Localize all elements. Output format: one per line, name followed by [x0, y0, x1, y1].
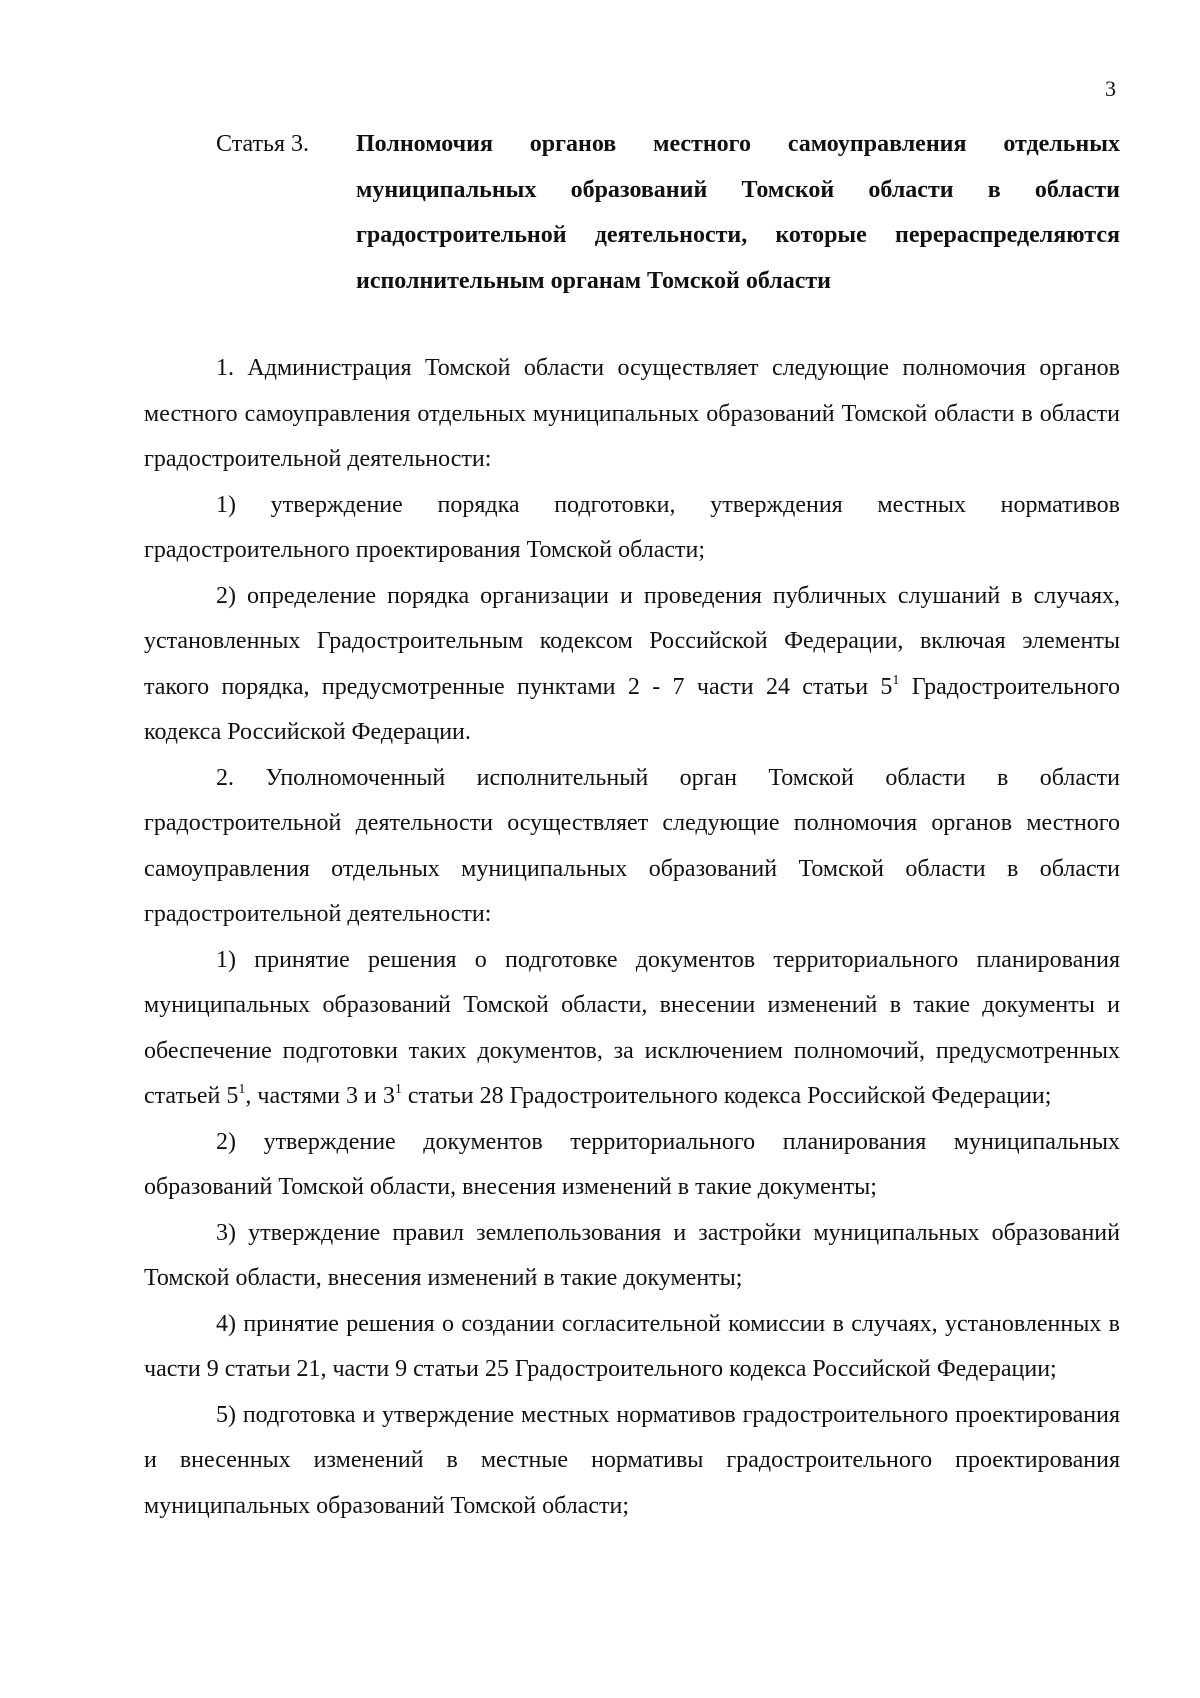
paragraph-2-item-3: 3) утверждение правил землепользования и застройки муниципальных образований Томской области, внесения изменений в такие документы; [144, 1219, 1120, 1291]
article-heading [216, 122, 1120, 304]
paragraph-2-item-5: 5) подготовка и утверждение местных нормативов градостроительного проектирования и внесенных изменений в местные нормативы градостроительного проектирования муниципальных образований Томской области; [144, 1401, 1120, 1519]
superscript-1: 1 [892, 672, 900, 688]
paragraph-2-item-1 [144, 938, 1120, 1120]
document-body [144, 346, 1120, 1529]
article-label: Статья 3. [216, 131, 309, 157]
paragraph-1-item-2-text-b: Градостроительного кодекса Российской Федерации. [144, 673, 1120, 745]
paragraph-1-item-2 [144, 574, 1120, 756]
paragraph-1-item-1: 1) утверждение порядка подготовки, утверждения местных нормативов градостроительного проектирования Томской области; [144, 491, 1120, 563]
paragraph-1: 1. Администрация Томской области осуществляет следующие полномочия органов местного самоуправления отдельных муниципальных образований Томской области в области градостроительной деятельности: [144, 355, 1120, 472]
article-title: Полномочия органов местного самоуправления отдельных муниципальных образований Томской области в области градостроительной деятельности, которые перераспределяются исполнительным органам Томской области [356, 131, 1120, 294]
paragraph-2-item-4: 4) принятие решения о создании согласительной комиссии в случаях, установленных в части 9 статьи 21, части 9 статьи 25 Градостроительного кодекса Российской Федерации; [144, 1310, 1120, 1382]
page-number: 3 [1105, 76, 1116, 101]
superscript-1: 1 [238, 1082, 246, 1097]
paragraph-2-item-1-text-c: статьи 28 Градостроительного кодекса Российской Федерации; [401, 1083, 1052, 1109]
paragraph-2-item-1-text-a: 1) принятие решения о подготовке документов территориального планирования муниципальных образований Томской области, внесении изменений в такие документы и обеспечение подготовки таких документов, за исключением полномочий, предусмотренных статьей 5 [144, 946, 1120, 1109]
paragraph-2-item-2: 2) утверждение документов территориального планирования муниципальных образований Томской области, внесения изменений в такие документы; [144, 1128, 1120, 1200]
superscript-1: 1 [394, 1082, 402, 1097]
paragraph-2: 2. Уполномоченный исполнительный орган Томской области в области градостроительной деятельности осуществляет следующие полномочия органов местного самоуправления отдельных муниципальных образований Томской области в области градостроительной деятельности: [144, 764, 1120, 927]
paragraph-2-item-1-text-b: , частями 3 и 3 [245, 1083, 395, 1109]
paragraph-1-item-2-text-a: 2) определение порядка организации и проведения публичных слушаний в случаях, установленных Градостроительным кодексом Российской Федерации, включая элементы такого порядка, предусмотренные пунктами 2 - 7 части 24 статьи 5 [144, 582, 1120, 700]
